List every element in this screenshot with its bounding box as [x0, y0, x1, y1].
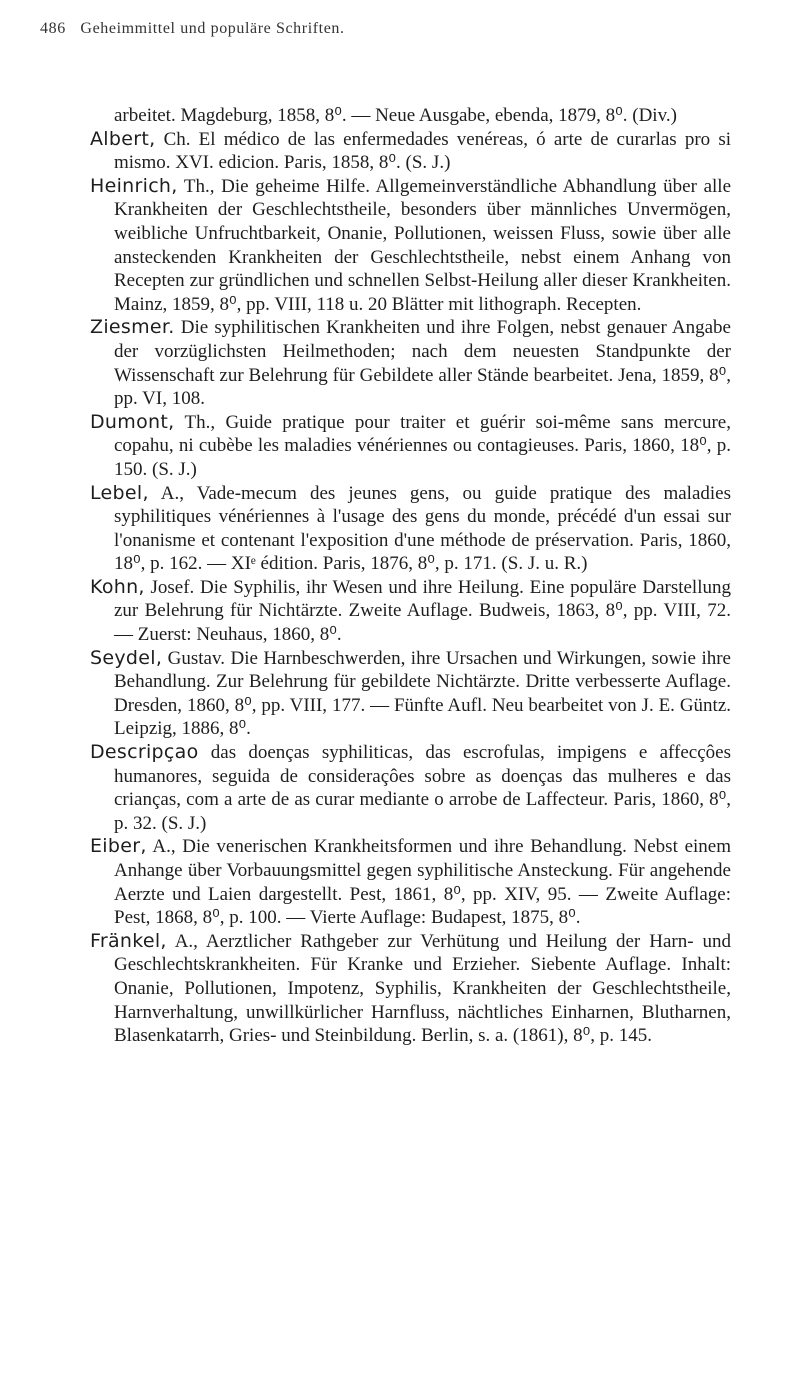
entry-text: Die syphilitischen Krankheiten und ihre Folgen, nebst genauer Angabe der vorzüglichsten Heilmethoden; nach dem neuesten Standpunkte der Wissenschaft zur Belehrung für Gebildete aller Stände bearbeitet. Jena, 1859, 8⁰, pp. VI, 108. [114, 317, 731, 410]
entry-text: das doenças syphiliticas, das escrofulas, impigens e affecçôes humanores, seguida de consideraçôes sobre as doenças das mulheres e das crianças, com a arte de as curar mediante o arrobe de Laffecteur. Paris, 1860, 8⁰, p. 32. (S. J.) [114, 742, 731, 834]
running-head-title: Geheimmittel und populäre Schriften. [80, 20, 345, 37]
bibliography-entry [90, 835, 731, 929]
bibliography-entry [90, 175, 731, 317]
entry-text: A., Vade-mecum des jeunes gens, ou guide pratique des maladies syphilitiques vénériennes à l'usage des gens du monde, précédé d'un essai sur l'onanisme et contenant l'exposition d'une méthode de préservation. Paris, 1860, 18⁰, p. 162. — XIᵉ édition. Paris, 1876, 8⁰, p. 171. (S. J. u. R.) [114, 482, 731, 575]
entry-author: Kohn, [90, 575, 145, 598]
entry-author: Albert, [90, 127, 156, 150]
bibliography-entry [90, 411, 731, 482]
entry-text: A., Die venerischen Krankheitsformen und ihre Behandlung. Nebst einem Anhange über Vorbauungsmittel gegen syphilitische Ansteckung. Für angehende Aerzte und Laien dargestellt. Pest, 1861, 8⁰, pp. XIV, 95. — Zweite Auflage: Pest, 1868, 8⁰, p. 100. — Vierte Auflage: Budapest, 1875, 8⁰. [114, 836, 731, 929]
entry-text: Ch. El médico de las enfermedades venéreas, ó arte de curarlas pro si mismo. XVI. edicion. Paris, 1858, 8⁰. (S. J.) [114, 128, 731, 174]
page-number: 486 [40, 20, 66, 37]
entry-author: Dumont, [90, 410, 175, 433]
entry-text: A., Aerztlicher Rathgeber zur Verhütung und Heilung der Harn- und Geschlechtskrankheiten. Für Kranke und Erzieher. Siebente Auflage. Inhalt: Onanie, Pollutionen, Impotenz, Syphilis, Krankheiten der Geschlechtstheile, Harnverhaltung, unwillkürlicher Harnfluss, nächtliches Einharnen, Blutharnen, Blasenkatarrh, Gries- und Steinbildung. Berlin, s. a. (1861), 8⁰, p. 145. [114, 930, 731, 1047]
entry-author: Heinrich, [90, 174, 178, 197]
entry-author: Seydel, [90, 646, 163, 669]
bibliography-entry [90, 128, 731, 175]
bibliography-entry [90, 930, 731, 1048]
entry-text: Josef. Die Syphilis, ihr Wesen und ihre Heilung. Eine populäre Darstellung zur Belehrung für Nichtärzte. Zweite Auflage. Budweis, 1863, 8⁰, pp. VIII, 72. — Zuerst: Neuhaus, 1860, 8⁰. [114, 576, 731, 646]
entry-author: Fränkel, [90, 929, 167, 952]
bibliography-entry [90, 104, 731, 128]
bibliography-entry [90, 576, 731, 647]
entry-author: Ziesmer. [90, 316, 175, 339]
bibliography-entry [90, 647, 731, 741]
entry-author: Eiber, [90, 835, 147, 858]
bibliography-list [90, 104, 731, 1048]
entry-text: Gustav. Die Harnbeschwerden, ihre Ursachen und Wirkungen, sowie ihre Behandlung. Zur Belehrung für gebildete Nichtärzte. Dritte verbesserte Auflage. Dresden, 1860, 8⁰, pp. VIII, 177. — Fünfte Aufl. Neu bearbeitet von J. E. Güntz. Leipzig, 1886, 8⁰. [114, 647, 731, 740]
entry-text: Th., Guide pratique pour traiter et guérir soi-même sans mercure, copahu, ni cubèbe les maladies vénériennes ou contagieuses. Paris, 1860, 18⁰, p. 150. (S. J.) [114, 411, 731, 480]
bibliography-entry [90, 741, 731, 835]
entry-text: Th., Die geheime Hilfe. Allgemeinverständliche Abhandlung über alle Krankheiten der Geschlechtstheile, besonders über männliches Unvermögen, weibliche Unfruchtbarkeit, Onanie, Pollutionen, weissen Fluss, sowie über alle ansteckenden Krankheiten der Geschlechtstheile, nebst einem Anhang von Recepten zur gründlichen und schnellen Selbst-Heilung aller dieser Krankheiten. Mainz, 1859, 8⁰, pp. VIII, 118 u. 20 Blätter mit lithograph. Recepten. [114, 175, 731, 315]
running-head [40, 20, 731, 50]
bibliography-entry [90, 482, 731, 576]
bibliography-entry [90, 316, 731, 410]
entry-author: Lebel, [90, 481, 149, 504]
entry-author: Descripçao [90, 741, 199, 764]
entry-text: arbeitet. Magdeburg, 1858, 8⁰. — Neue Ausgabe, ebenda, 1879, 8⁰. (Div.) [114, 105, 677, 126]
